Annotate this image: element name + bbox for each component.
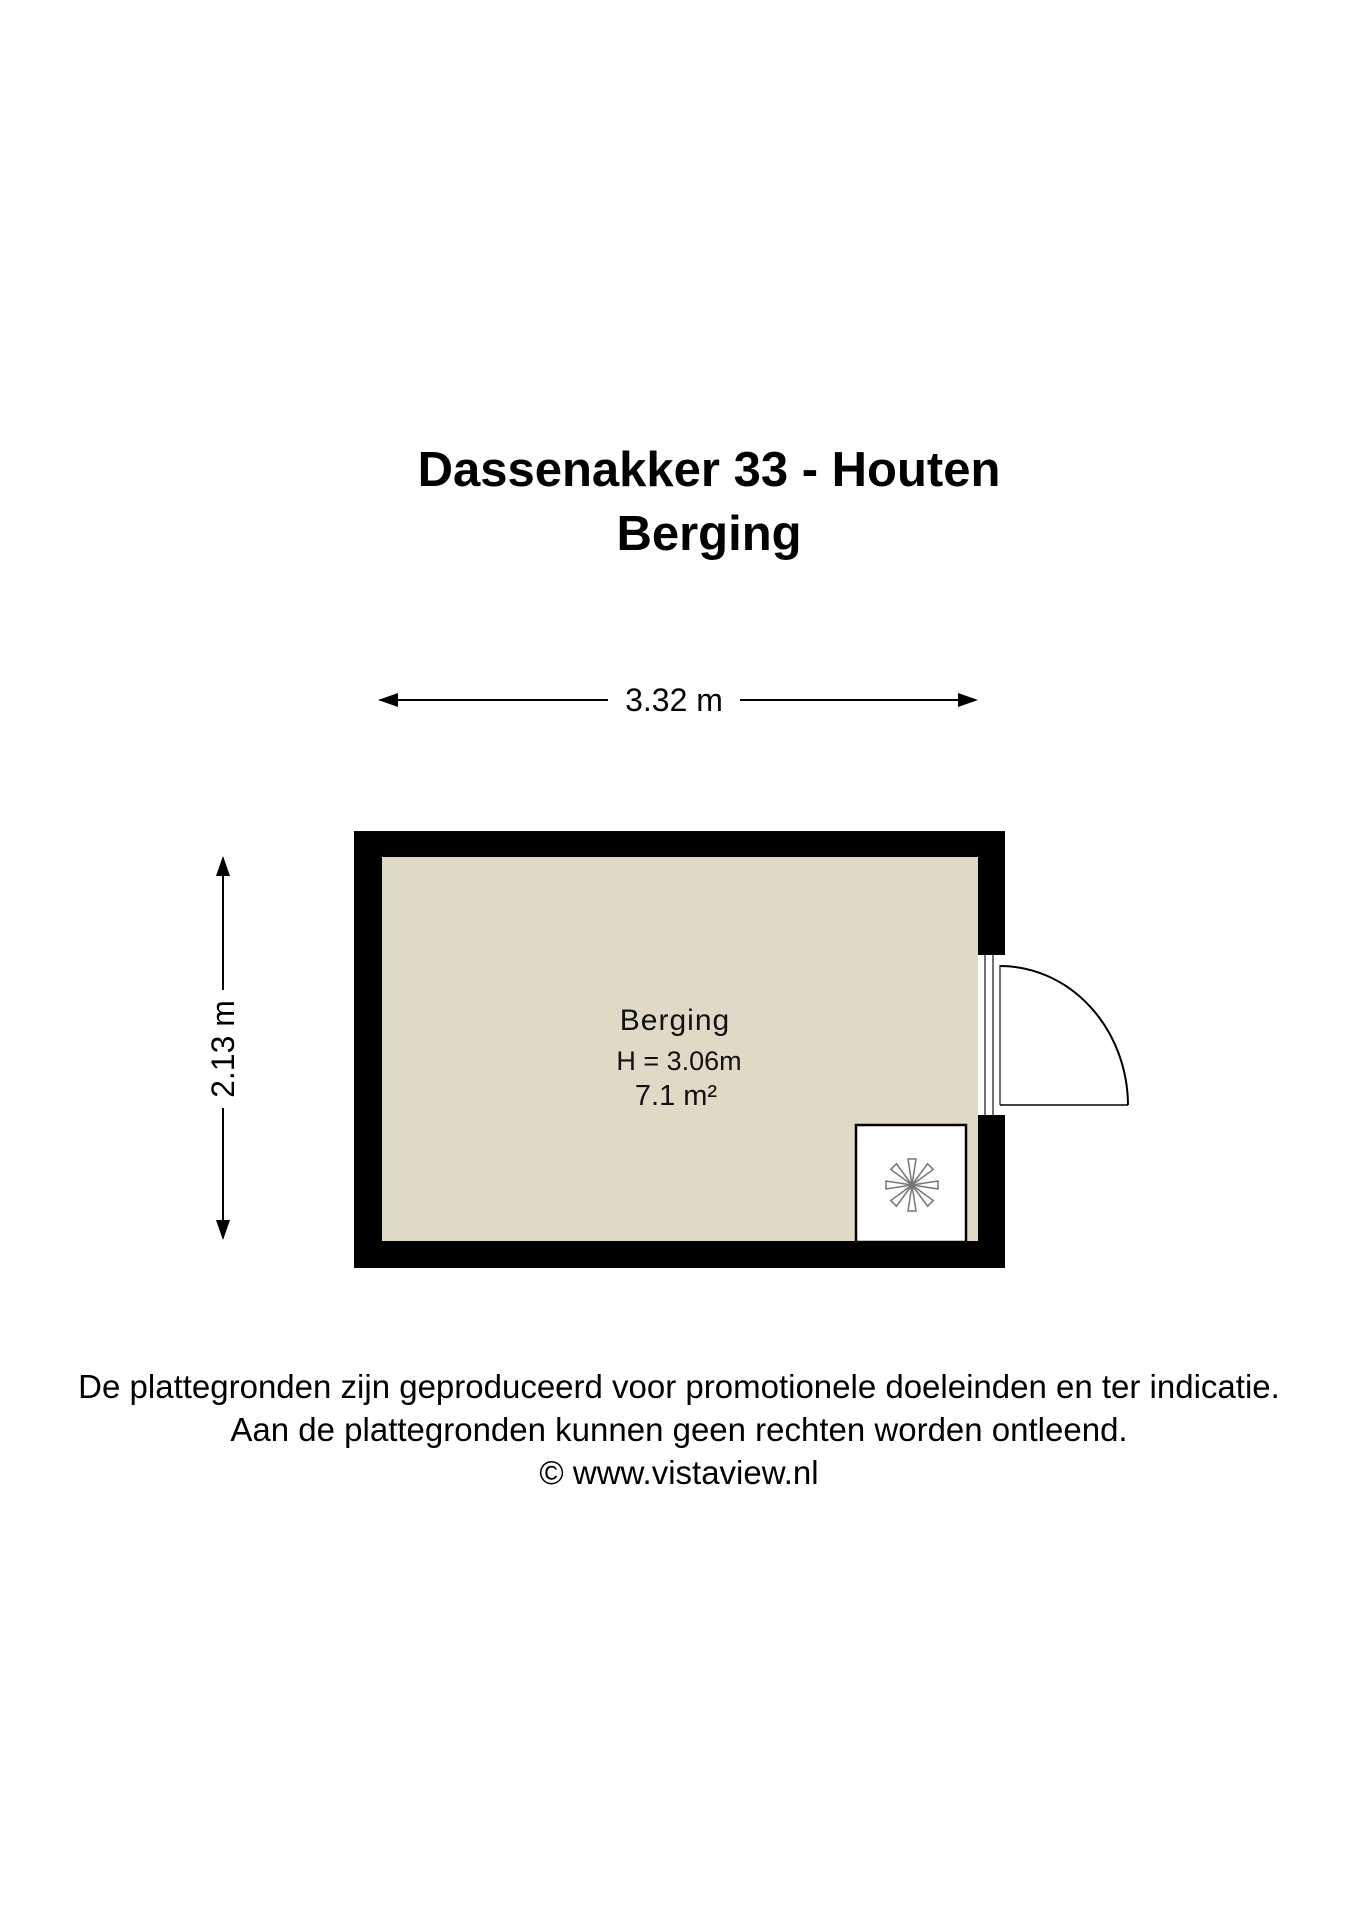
- height-dimension-label: 2.13 m: [205, 1000, 241, 1098]
- plan-title: Dassenakker 33 - Houten: [417, 443, 1001, 497]
- height-dimension: [205, 856, 241, 1240]
- arrow-down-icon: [216, 1220, 230, 1240]
- room-area: 7.1 m²: [634, 1080, 718, 1112]
- width-dimension: [378, 682, 978, 718]
- arrow-up-icon: [216, 856, 230, 876]
- width-dimension-label: 3.32 m: [625, 682, 723, 718]
- arrow-right-icon: [958, 693, 978, 707]
- copyright: © www.vistaview.nl: [539, 1454, 819, 1491]
- disclaimer-line-1: De plattegronden zijn geproduceerd voor promotionele doeleinden en ter indicatie.: [78, 1368, 1280, 1405]
- arrow-left-icon: [378, 693, 398, 707]
- door-opening: [978, 955, 1005, 1115]
- door-swing-icon: [1000, 966, 1128, 1105]
- door: [978, 955, 1128, 1115]
- appliance: [856, 1125, 966, 1242]
- plan-subtitle: Berging: [616, 507, 802, 561]
- disclaimer-line-2: Aan de plattegronden kunnen geen rechten worden ontleend.: [230, 1411, 1128, 1448]
- room-height: H = 3.06m: [616, 1046, 742, 1076]
- room-name: Berging: [619, 1004, 731, 1037]
